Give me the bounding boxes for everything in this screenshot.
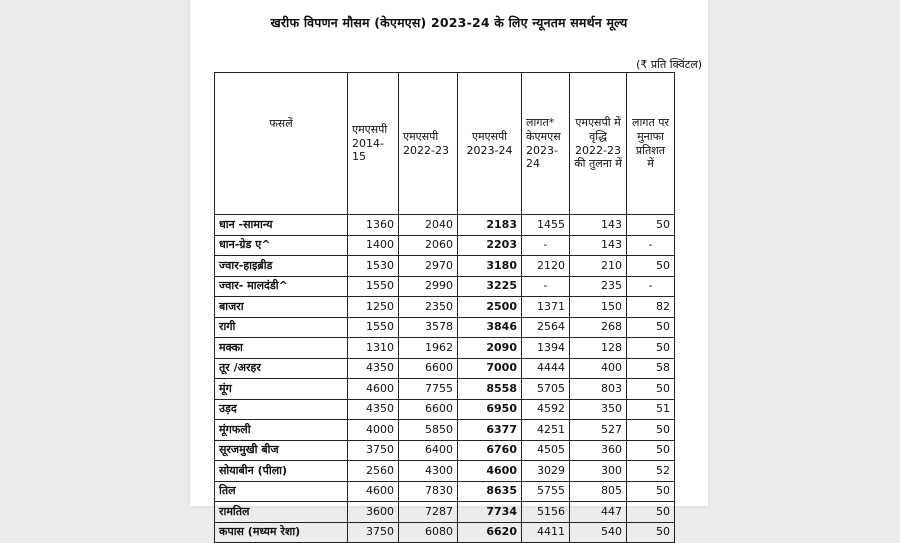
header-msp-2014-15: एमएसपी 2014-15 bbox=[348, 73, 399, 215]
cell-margin: 50 bbox=[627, 215, 675, 236]
cell-increase: 803 bbox=[570, 379, 627, 400]
table-row bbox=[215, 502, 675, 523]
document-title: खरीफ विपणन मौसम (केएमएस) 2023-24 के लिए न्यूनतम समर्थन मूल्य bbox=[270, 15, 628, 30]
cell-margin: 50 bbox=[627, 440, 675, 461]
table-row bbox=[215, 338, 675, 359]
cell-crop: धान -सामान्य bbox=[215, 215, 348, 236]
cell-msp-2014-15: 4350 bbox=[348, 358, 399, 379]
cell-margin: - bbox=[627, 276, 675, 297]
cell-crop: ज्वार-हाइब्रीड bbox=[215, 256, 348, 277]
table-row bbox=[215, 235, 675, 256]
cell-crop: तूर /अरहर bbox=[215, 358, 348, 379]
cell-cost: 1455 bbox=[522, 215, 570, 236]
cell-cost: 1371 bbox=[522, 297, 570, 318]
cell-msp-2014-15: 1550 bbox=[348, 276, 399, 297]
cell-margin: 50 bbox=[627, 502, 675, 523]
cell-margin: 58 bbox=[627, 358, 675, 379]
cell-cost: 4411 bbox=[522, 522, 570, 543]
cell-msp-2023-24: 8635 bbox=[458, 481, 522, 502]
cell-msp-2022-23: 2040 bbox=[399, 215, 458, 236]
table-row bbox=[215, 276, 675, 297]
cell-msp-2022-23: 6080 bbox=[399, 522, 458, 543]
cell-msp-2022-23: 6600 bbox=[399, 358, 458, 379]
cell-cost: 3029 bbox=[522, 461, 570, 482]
cell-margin: 50 bbox=[627, 481, 675, 502]
table-row bbox=[215, 522, 675, 543]
table-row bbox=[215, 481, 675, 502]
cell-crop: रागी bbox=[215, 317, 348, 338]
cell-msp-2023-24: 8558 bbox=[458, 379, 522, 400]
header-msp-increase: एमएसपी में वृद्धि 2022-23 की तुलना में bbox=[570, 73, 627, 215]
table-row bbox=[215, 379, 675, 400]
cell-cost: 2564 bbox=[522, 317, 570, 338]
cell-cost: 4251 bbox=[522, 420, 570, 441]
cell-crop: कपास (मध्यम रेशा) bbox=[215, 522, 348, 543]
table-row bbox=[215, 215, 675, 236]
cell-cost: - bbox=[522, 276, 570, 297]
cell-increase: 210 bbox=[570, 256, 627, 277]
cell-msp-2022-23: 4300 bbox=[399, 461, 458, 482]
cell-msp-2023-24: 2203 bbox=[458, 235, 522, 256]
cell-msp-2014-15: 3750 bbox=[348, 440, 399, 461]
cell-msp-2022-23: 6600 bbox=[399, 399, 458, 420]
header-crop: फसलें bbox=[215, 73, 348, 215]
cell-msp-2014-15: 4600 bbox=[348, 481, 399, 502]
cell-msp-2014-15: 1360 bbox=[348, 215, 399, 236]
cell-msp-2014-15: 1400 bbox=[348, 235, 399, 256]
cell-crop: मक्का bbox=[215, 338, 348, 359]
cell-margin: 50 bbox=[627, 338, 675, 359]
table-row bbox=[215, 440, 675, 461]
table-row bbox=[215, 399, 675, 420]
cell-msp-2014-15: 4000 bbox=[348, 420, 399, 441]
cell-cost: 2120 bbox=[522, 256, 570, 277]
cell-crop: तिल bbox=[215, 481, 348, 502]
cell-msp-2023-24: 3846 bbox=[458, 317, 522, 338]
cell-margin: 52 bbox=[627, 461, 675, 482]
cell-msp-2023-24: 6377 bbox=[458, 420, 522, 441]
cell-cost: 5156 bbox=[522, 502, 570, 523]
cell-msp-2014-15: 3600 bbox=[348, 502, 399, 523]
cell-msp-2023-24: 3180 bbox=[458, 256, 522, 277]
table-row bbox=[215, 256, 675, 277]
cell-margin: 82 bbox=[627, 297, 675, 318]
cell-increase: 300 bbox=[570, 461, 627, 482]
cell-margin: 50 bbox=[627, 317, 675, 338]
cell-msp-2022-23: 2970 bbox=[399, 256, 458, 277]
cell-msp-2023-24: 7734 bbox=[458, 502, 522, 523]
cell-msp-2014-15: 1250 bbox=[348, 297, 399, 318]
cell-crop: मूंग bbox=[215, 379, 348, 400]
cell-crop: ज्वार- मालदंडी^ bbox=[215, 276, 348, 297]
table-row bbox=[215, 358, 675, 379]
cell-cost: 5755 bbox=[522, 481, 570, 502]
header-row bbox=[215, 73, 675, 215]
table-row bbox=[215, 420, 675, 441]
cell-margin: - bbox=[627, 235, 675, 256]
cell-cost: 4444 bbox=[522, 358, 570, 379]
cell-increase: 143 bbox=[570, 235, 627, 256]
cell-increase: 360 bbox=[570, 440, 627, 461]
table-body bbox=[215, 215, 675, 543]
cell-msp-2022-23: 6400 bbox=[399, 440, 458, 461]
cell-msp-2022-23: 2350 bbox=[399, 297, 458, 318]
cell-margin: 50 bbox=[627, 379, 675, 400]
cell-msp-2023-24: 7000 bbox=[458, 358, 522, 379]
table-row bbox=[215, 297, 675, 318]
cell-msp-2014-15: 1310 bbox=[348, 338, 399, 359]
cell-crop: सूरजमुखी बीज bbox=[215, 440, 348, 461]
unit-note: (₹ प्रति क्विंटल) bbox=[636, 58, 702, 71]
cell-msp-2014-15: 1550 bbox=[348, 317, 399, 338]
cell-increase: 235 bbox=[570, 276, 627, 297]
cell-increase: 540 bbox=[570, 522, 627, 543]
cell-cost: - bbox=[522, 235, 570, 256]
cell-msp-2023-24: 2500 bbox=[458, 297, 522, 318]
cell-msp-2023-24: 2183 bbox=[458, 215, 522, 236]
cell-margin: 50 bbox=[627, 522, 675, 543]
cell-msp-2023-24: 4600 bbox=[458, 461, 522, 482]
cell-crop: उड़द bbox=[215, 399, 348, 420]
cell-msp-2014-15: 3750 bbox=[348, 522, 399, 543]
cell-increase: 128 bbox=[570, 338, 627, 359]
cell-crop: बाजरा bbox=[215, 297, 348, 318]
cell-msp-2022-23: 1962 bbox=[399, 338, 458, 359]
cell-msp-2022-23: 2990 bbox=[399, 276, 458, 297]
cell-msp-2014-15: 1530 bbox=[348, 256, 399, 277]
cell-cost: 5705 bbox=[522, 379, 570, 400]
cell-msp-2022-23: 2060 bbox=[399, 235, 458, 256]
cell-cost: 4592 bbox=[522, 399, 570, 420]
cell-msp-2022-23: 7287 bbox=[399, 502, 458, 523]
cell-increase: 400 bbox=[570, 358, 627, 379]
cell-cost: 4505 bbox=[522, 440, 570, 461]
cell-msp-2023-24: 6760 bbox=[458, 440, 522, 461]
cell-crop: सोयाबीन (पीला) bbox=[215, 461, 348, 482]
cell-msp-2023-24: 2090 bbox=[458, 338, 522, 359]
cell-increase: 527 bbox=[570, 420, 627, 441]
cell-msp-2014-15: 4350 bbox=[348, 399, 399, 420]
header-cost-2023-24: लागत* केएमएस 2023-24 bbox=[522, 73, 570, 215]
cell-margin: 50 bbox=[627, 256, 675, 277]
cell-margin: 50 bbox=[627, 420, 675, 441]
cell-msp-2022-23: 5850 bbox=[399, 420, 458, 441]
cell-msp-2023-24: 6950 bbox=[458, 399, 522, 420]
cell-msp-2014-15: 2560 bbox=[348, 461, 399, 482]
cell-margin: 51 bbox=[627, 399, 675, 420]
msp-table bbox=[214, 72, 675, 543]
table-row bbox=[215, 317, 675, 338]
cell-msp-2022-23: 7755 bbox=[399, 379, 458, 400]
cell-msp-2014-15: 4600 bbox=[348, 379, 399, 400]
header-msp-2022-23: एमएसपी 2022-23 bbox=[399, 73, 458, 215]
cell-msp-2022-23: 7830 bbox=[399, 481, 458, 502]
cell-crop: रामतिल bbox=[215, 502, 348, 523]
cell-cost: 1394 bbox=[522, 338, 570, 359]
cell-msp-2023-24: 3225 bbox=[458, 276, 522, 297]
cell-crop: धान-ग्रेड ए^ bbox=[215, 235, 348, 256]
cell-increase: 350 bbox=[570, 399, 627, 420]
cell-increase: 143 bbox=[570, 215, 627, 236]
header-margin: लागत पर मुनाफा प्रतिशत में bbox=[627, 73, 675, 215]
document-page bbox=[190, 0, 708, 539]
table-row bbox=[215, 461, 675, 482]
cell-increase: 150 bbox=[570, 297, 627, 318]
cell-increase: 268 bbox=[570, 317, 627, 338]
cell-increase: 447 bbox=[570, 502, 627, 523]
cell-msp-2023-24: 6620 bbox=[458, 522, 522, 543]
cell-msp-2022-23: 3578 bbox=[399, 317, 458, 338]
cell-crop: मूंगफली bbox=[215, 420, 348, 441]
cell-increase: 805 bbox=[570, 481, 627, 502]
header-msp-2023-24: एमएसपी 2023-24 bbox=[458, 73, 522, 215]
